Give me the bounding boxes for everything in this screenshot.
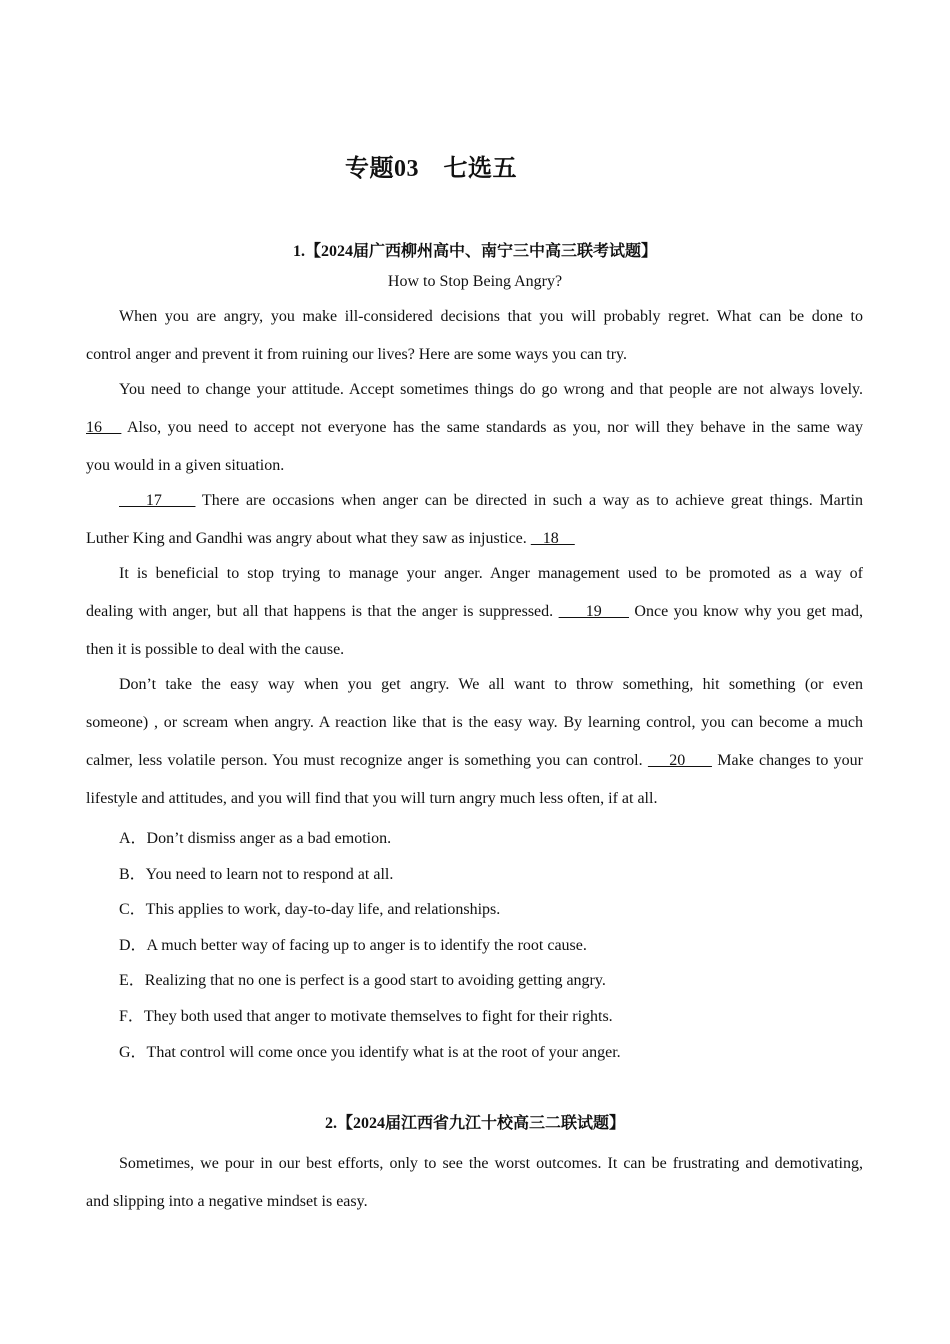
q2-paragraph-1-line-2: and slipping into a negative mindset is easy. [86,1193,368,1210]
option-g: G．That control will come once you identify what is at the root of your anger. [119,1044,621,1061]
paragraph-5-line-1: Don’t take the easy way when you get angry. We all want to throw something, hit something (or even [119,676,863,693]
option-a: A．Don’t dismiss anger as a bad emotion. [119,830,392,847]
paragraph-3-line-1 [119,492,863,510]
blank-19[interactable]: 19 [558,603,629,620]
option-c: C．This applies to work, day-to-day life, and relationships. [119,901,501,918]
q2-paragraph-1-line-1: Sometimes, we pour in our best efforts, only to see the worst outcomes. It can be frustrating and demotivating, [119,1155,863,1172]
paragraph-4-line-2-text-b: Once you know why you get mad, [628,603,864,620]
option-d: D．A much better way of facing up to anger is to identify the root cause. [119,937,587,954]
paragraph-2-line-2 [86,419,863,437]
paragraph-5-line-2: someone) , or scream when angry. A reaction like that is the easy way. By learning control, you can become a much [86,714,863,731]
page-title: 专题03 七选五 [345,156,517,182]
question-1-header: 1.【2024届广西柳州高中、南宁三中高三联考试题】 [292,243,657,260]
paragraph-4-line-3: then it is possible to deal with the cause. [86,641,345,658]
paragraph-1-line-2: control anger and prevent it from ruining our lives? Here are some ways you can try. [86,346,627,363]
paragraph-3-line-2 [86,530,863,548]
paragraph-5-line-3 [86,752,863,770]
option-b: B．You need to learn not to respond at all. [119,866,394,883]
paragraph-1-line-1: When you are angry, you make ill-considered decisions that you will probably regret. What can be done to [119,308,863,325]
paragraph-5-line-4: lifestyle and attitudes, and you will find that you will turn angry much less often, if at all. [86,790,658,807]
option-e: E．Realizing that no one is perfect is a good start to avoiding getting angry. [119,972,606,989]
paragraph-4-line-2 [86,603,863,621]
paragraph-2-line-2-text: Also, you need to accept not everyone has the same standards as you, nor will they behave in the same way [121,419,863,436]
blank-20[interactable]: 20 [647,752,712,769]
paragraph-2-line-1: You need to change your attitude. Accept sometimes things do go wrong and that people are not always lovely. [119,381,863,398]
question-2-header: 2.【2024届江西省九江十校高三二联试题】 [324,1115,625,1132]
paragraph-4-line-2-text-a: dealing with anger, but all that happens is that the anger is suppressed. [86,603,559,620]
blank-18[interactable]: 18 [530,530,575,547]
option-f: F．They both used that anger to motivate themselves to fight for their rights. [119,1008,613,1025]
paragraph-5-line-3-text-b: Make changes to your [711,752,864,769]
blank-17[interactable]: 17 [119,492,196,509]
paragraph-3-line-2-text: Luther King and Gandhi was angry about what they saw as injustice. [86,530,531,547]
paragraph-2-line-3: you would in a given situation. [86,457,285,474]
passage-title: How to Stop Being Angry? [387,273,563,290]
paragraph-5-line-3-text-a: calmer, less volatile person. You must recognize anger is something you can control. [86,752,648,769]
blank-16[interactable]: 16 [86,419,122,436]
paragraph-4-line-1: It is beneficial to stop trying to manage your anger. Anger management used to be promoted as a way of [119,565,863,582]
paragraph-3-line-1-text: There are occasions when anger can be directed in such a way as to achieve great things. Martin [195,492,864,509]
